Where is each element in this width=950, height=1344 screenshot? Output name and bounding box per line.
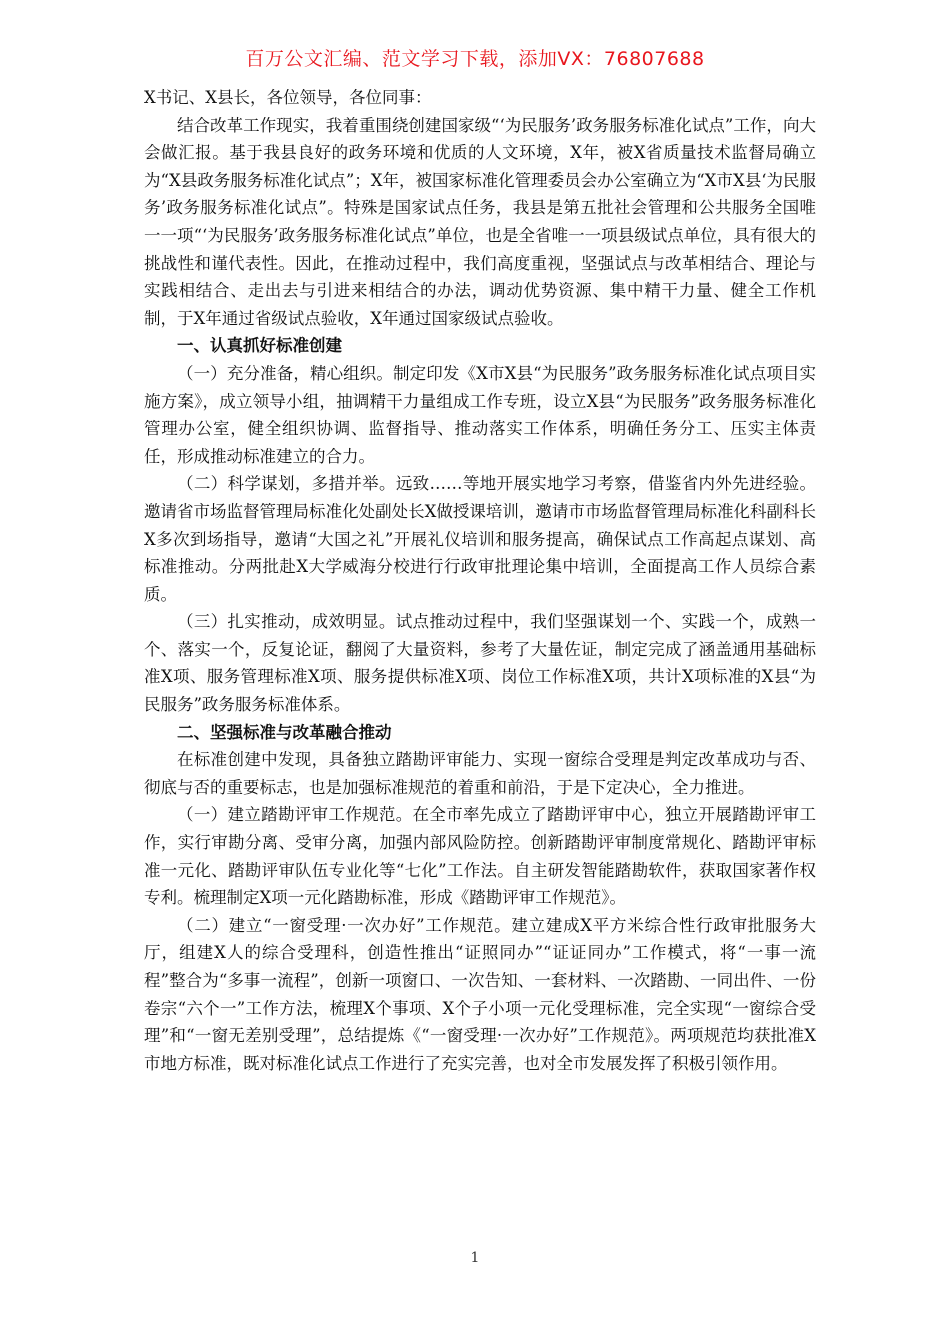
paragraph-2-0: 在标准创建中发现，具备独立踏勘评审能力、实现一窗综合受理是判定改革成功与否、彻底与否的重要标志，也是加强标准规范的着重和前沿，于是下定决心，全力推进。 — [144, 750, 816, 797]
document-body — [144, 84, 816, 1077]
paragraph-2-2: （二）建立“一窗受理·一次办好”工作规范。建立建成X平方米综合性行政审批服务大厅，组建X人的综合受理科，创造性推出“证照同办”“证证同办”工作模式，将“一事一流程”整合为“多事一流程”，创新一项窗口、一次告知、一套材料、一次踏勘、一同出件、一份卷宗“六个一”工作方法，梳理X个事项、X个子小项一元化受理标准，完全实现“一窗综合受理”和“一窗无差别受理”，总结提炼《“一窗受理·一次办好”工作规范》。两项规范均获批准X市地方标准，既对标准化试点工作进行了充实完善，也对全市发展发挥了积极引领作用。 — [144, 915, 816, 1073]
intro-paragraph: 结合改革工作现实，我着重围绕创建国家级“‘为民服务’政务服务标准化试点”工作，向大会做汇报。基于我县良好的政务环境和优质的人文环境，X年，被X省质量技术监督局确立为“X县政务服务标准化试点”；X年，被国家标准化管理委员会办公室确立为“X市X县‘为民服务’政务服务标准化试点”。特殊是国家试点任务，我县是第五批社会管理和公共服务全国唯一一项“‘为民服务’政务服务标准化试点”单位，也是全省唯一一项县级试点单位，具有很大的挑战性和谨代表性。因此，在推动过程中，我们高度重视，坚强试点与改革相结合、理论与实践相结合、走出去与引进来相结合的办法，调动优势资源、集中精干力量、健全工作机制，于X年通过省级试点验收，X年通过国家级试点验收。 — [144, 115, 816, 328]
section-heading-2: 二、坚强标准与改革融合推动 — [177, 722, 392, 742]
section-heading-1: 一、认真抓好标准创建 — [177, 336, 342, 356]
paragraph-2-1: （一）建立踏勘评审工作规范。在全市率先成立了踏勘评审中心，独立开展踏勘评审工作，实行审勘分离、受审分离，加强内部风险防控。创新踏勘评审制度常规化、踏勘评审标准一元化、踏勘评审队伍专业化等“七化”工作法。自主研发智能踏勘软件，获取国家著作权专利。梳理制定X项一元化踏勘标准，形成《踏勘评审工作规范》。 — [144, 805, 816, 908]
page-number: 1 — [470, 1250, 480, 1266]
salutation: X书记、X县长，各位领导，各位同事： — [144, 88, 432, 107]
paragraph-1-3: （三）扎实推动，成效明显。试点推动过程中，我们坚强谋划一个、实践一个，成熟一个、落实一个，反复论证，翻阅了大量资料，参考了大量佐证，制定完成了涵盖通用基础标准X项、服务管理标准X项、服务提供标准X项、岗位工作标准X项，共计X项标准的X县“为民服务”政务服务标准体系。 — [144, 612, 816, 715]
watermark-banner: 百万公文汇编、范文学习下载，添加VX：76807688 — [245, 48, 705, 70]
paragraph-1-2: （二）科学谋划，多措并举。远致……等地开展实地学习考察，借鉴省内外先进经验。邀请省市场监督管理局标准化处副处长X做授课培训，邀请市市场监督管理局标准化科副科长X多次到场指导，邀请“大国之礼”开展礼仪培训和服务提高，确保试点工作高起点谋划、高标准推动。分两批赴X大学威海分校进行行政审批理论集中培训，全面提高工作人员综合素质。 — [144, 474, 816, 604]
paragraph-1-1: （一）充分准备，精心组织。制定印发《X市X县“为民服务”政务服务标准化试点项目实施方案》，成立领导小组，抽调精干力量组成工作专班，设立X县“为民服务”政务服务标准化管理办公室，健全组织协调、监督指导、推动落实工作体系，明确任务分工、压实主体责任，形成推动标准建立的合力。 — [144, 363, 816, 466]
